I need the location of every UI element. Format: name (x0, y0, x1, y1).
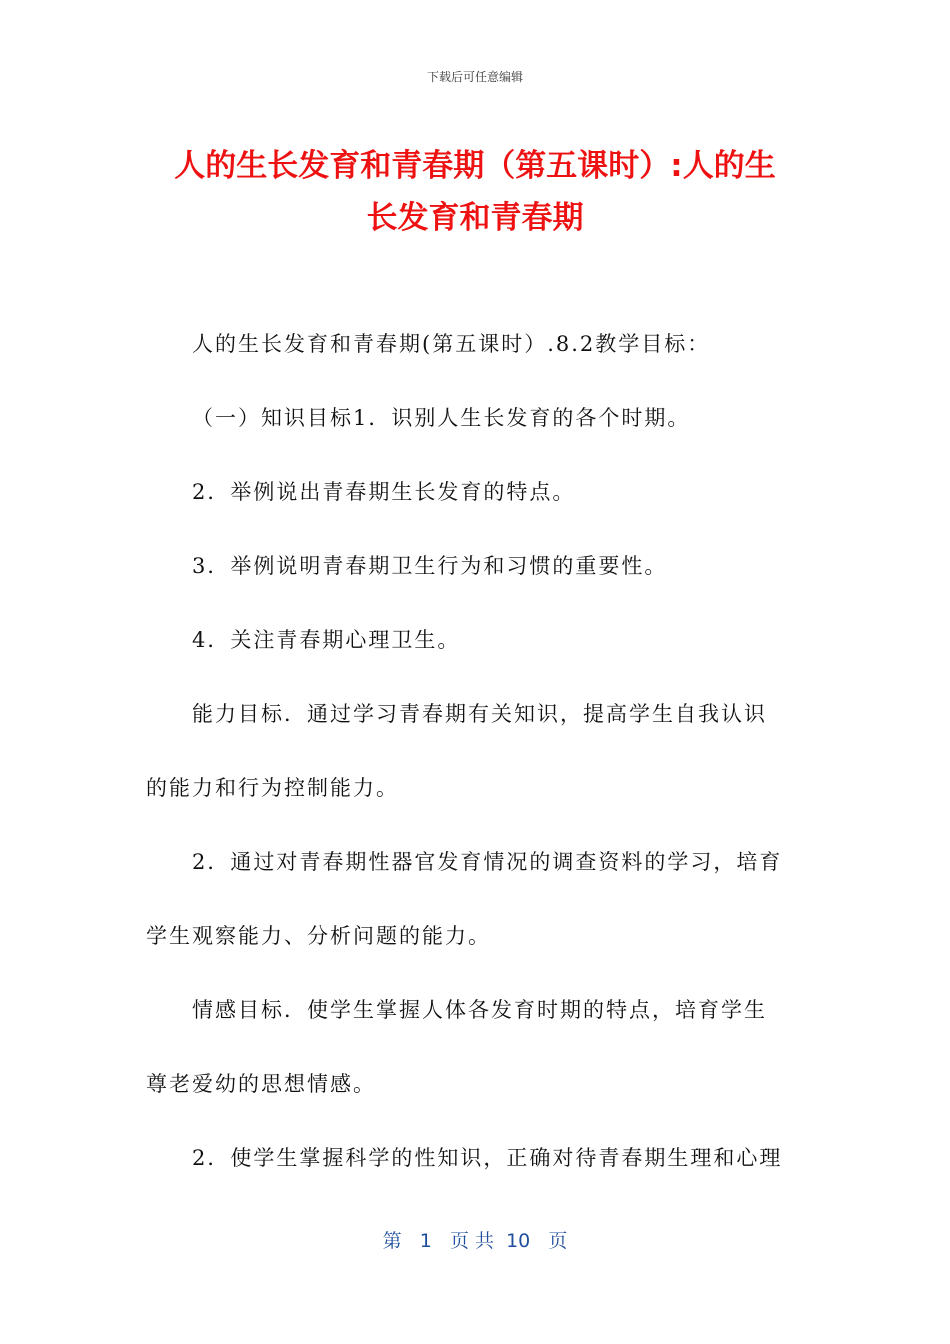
paragraph-7-line-2: 学生观察能力、分析问题的能力。 (146, 924, 491, 948)
title-line-1: 人的生长发育和青春期（第五课时）:人的生 (174, 148, 776, 184)
paragraph-2: （一）知识目标1．识别人生长发育的各个时期。 (192, 406, 691, 430)
paragraph-3: 2．举例说出青春期生长发育的特点。 (192, 480, 576, 504)
paragraph-8-line-1: 情感目标．使学生掌握人体各发育时期的特点，培育学生 (192, 998, 767, 1022)
paragraph-5: 4．关注青春期心理卫生。 (192, 628, 461, 652)
paragraph-6-line-2: 的能力和行为控制能力。 (146, 776, 399, 800)
title-line-2: 长发育和青春期 (366, 200, 584, 236)
header-note: 下载后可任意编辑 (426, 70, 523, 84)
paragraph-1: 人的生长发育和青春期(第五课时）.8.2教学目标： (192, 332, 711, 356)
document-body (146, 318, 806, 1206)
paragraph-4: 3．举例说明青春期卫生行为和习惯的重要性。 (192, 554, 668, 578)
page-footer: 第 1 页 共 10 页 (382, 1230, 568, 1252)
paragraph-6-line-1: 能力目标．通过学习青春期有关知识，提高学生自我认识 (192, 702, 767, 726)
document-title (130, 140, 820, 244)
paragraph-9-line-1: 2．使学生掌握科学的性知识，正确对待青春期生理和心理 (192, 1146, 783, 1170)
paragraph-8-line-2: 尊老爱幼的思想情感。 (146, 1072, 376, 1096)
paragraph-7-line-1: 2．通过对青春期性器官发育情况的调查资料的学习，培育 (192, 850, 783, 874)
